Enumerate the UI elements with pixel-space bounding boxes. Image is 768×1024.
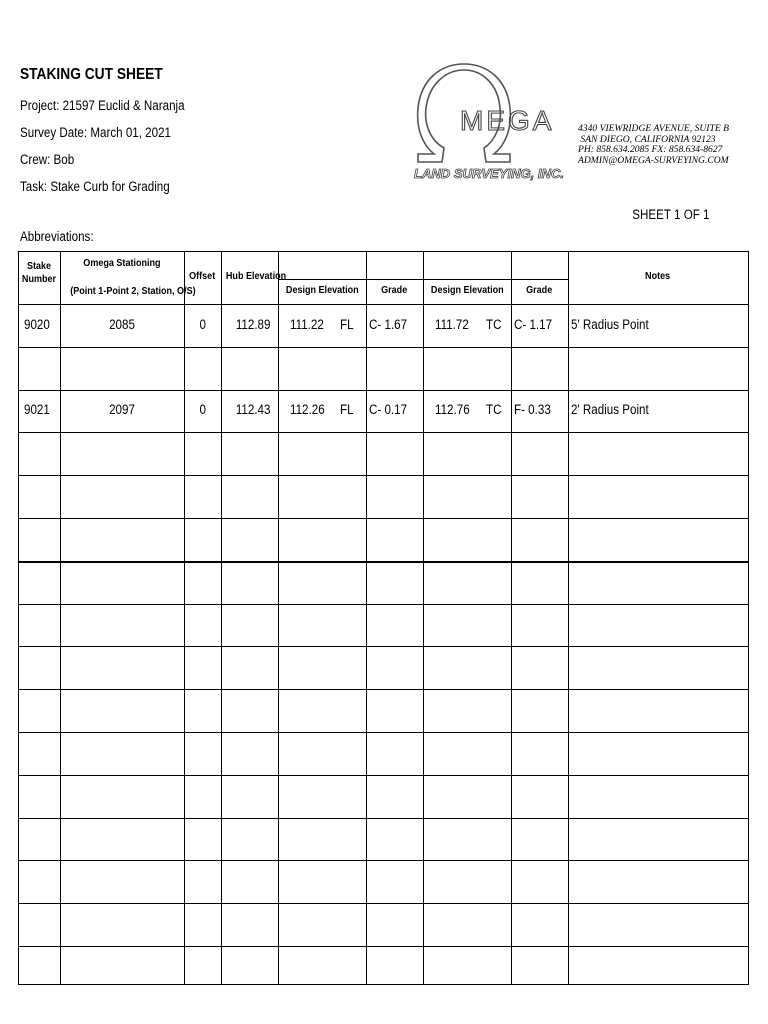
cell-design-elevation-1: 111.22	[290, 317, 324, 332]
logo-mega-text: MEGA	[460, 105, 555, 136]
table-row-line	[18, 860, 748, 861]
table-row-line	[18, 561, 748, 563]
table-row-line	[18, 946, 748, 947]
table-row-line	[18, 518, 748, 519]
cell-stationing: 2085	[109, 317, 135, 332]
table-row-line	[18, 646, 748, 647]
table-row-line	[18, 818, 748, 819]
table-row-line	[18, 432, 748, 433]
table-column-line	[748, 251, 749, 985]
cell-code-1: FL	[340, 317, 354, 332]
table-column-line	[278, 251, 279, 985]
cell-grade-2: C- 1.17	[514, 317, 553, 332]
document-title: STAKING CUT SHEET	[20, 66, 163, 83]
cell-offset: 0	[199, 402, 206, 417]
table-column-line	[60, 251, 61, 985]
header-grade-2: Grade	[526, 284, 553, 296]
table-row-line	[18, 903, 748, 904]
table-row-line	[18, 604, 748, 605]
table-row-line	[18, 390, 748, 391]
omega-logo	[412, 62, 572, 187]
survey-date-line: Survey Date: March 01, 2021	[20, 125, 172, 140]
cell-design-elevation-2: 112.76	[435, 402, 470, 417]
table-row-line	[18, 775, 748, 776]
table-row-line	[18, 689, 748, 690]
header-stationing-format: (Point 1-Point 2, Station, O/S)	[70, 285, 196, 297]
cell-code-2: TC	[486, 317, 502, 332]
project-line: Project: 21597 Euclid & Naranja	[20, 98, 185, 113]
crew-line: Crew: Bob	[20, 152, 75, 167]
table-row-line	[18, 475, 748, 476]
abbreviations-label: Abbreviations:	[20, 229, 94, 244]
cell-code-1: FL	[340, 402, 354, 417]
cell-design-elevation-2: 111.72	[435, 317, 469, 332]
cell-design-elevation-1: 112.26	[290, 402, 325, 417]
table-column-line	[423, 251, 424, 985]
table-column-line	[184, 251, 185, 985]
header-grade-1: Grade	[381, 284, 408, 296]
address-line: 4340 VIEWRIDGE AVENUE, SUITE B	[578, 123, 729, 134]
task-line: Task: Stake Curb for Grading	[20, 179, 170, 194]
table-row-line	[18, 347, 748, 348]
table-row-line	[18, 732, 748, 733]
logo-subtitle: LAND SURVEYING, INC.	[414, 166, 564, 181]
header-design-elevation-1: Design Elevation	[285, 284, 359, 296]
cell-grade-1: C- 1.67	[369, 317, 408, 332]
table-column-line	[568, 251, 569, 985]
cell-hub-elevation: 112.89	[235, 317, 271, 332]
table-column-line	[18, 251, 19, 985]
cell-stationing: 2097	[109, 402, 135, 417]
email-line: ADMIN@OMEGA-SURVEYING.COM	[578, 154, 729, 166]
header-hub-elevation: Hub Elevation	[225, 270, 287, 282]
header-design-elevation-2: Design Elevation	[430, 284, 504, 296]
phone-line: PH: 858.634.2085 FX: 858.634-8627	[578, 144, 723, 155]
table-row-line	[18, 304, 748, 305]
cell-stake-number: 9021	[24, 402, 50, 417]
cell-notes: 2' Radius Point	[571, 402, 649, 417]
cell-stake-number: 9020	[24, 317, 50, 332]
sheet-number: SHEET 1 OF 1	[632, 207, 710, 222]
cell-hub-elevation: 112.43	[235, 402, 271, 417]
cell-notes: 5' Radius Point	[571, 317, 649, 332]
header-stake-number: Stake Number	[21, 260, 57, 285]
company-address	[578, 123, 729, 166]
staking-table	[18, 251, 748, 985]
header-omega-stationing: Omega Stationing	[83, 257, 161, 269]
cell-grade-2: F- 0.33	[514, 402, 551, 417]
header-subdivider	[278, 279, 568, 280]
table-row-line	[18, 984, 748, 985]
table-column-line	[221, 251, 222, 985]
table-row-line	[18, 251, 748, 252]
cell-offset: 0	[199, 317, 206, 332]
table-column-line	[366, 251, 367, 985]
header-offset: Offset	[189, 270, 216, 282]
cell-code-2: TC	[486, 402, 502, 417]
header-notes: Notes	[645, 270, 671, 282]
table-column-line	[511, 251, 512, 985]
address-line: SAN DIEGO, CALIFORNIA 92123	[580, 133, 716, 145]
cell-grade-1: C- 0.17	[369, 402, 408, 417]
